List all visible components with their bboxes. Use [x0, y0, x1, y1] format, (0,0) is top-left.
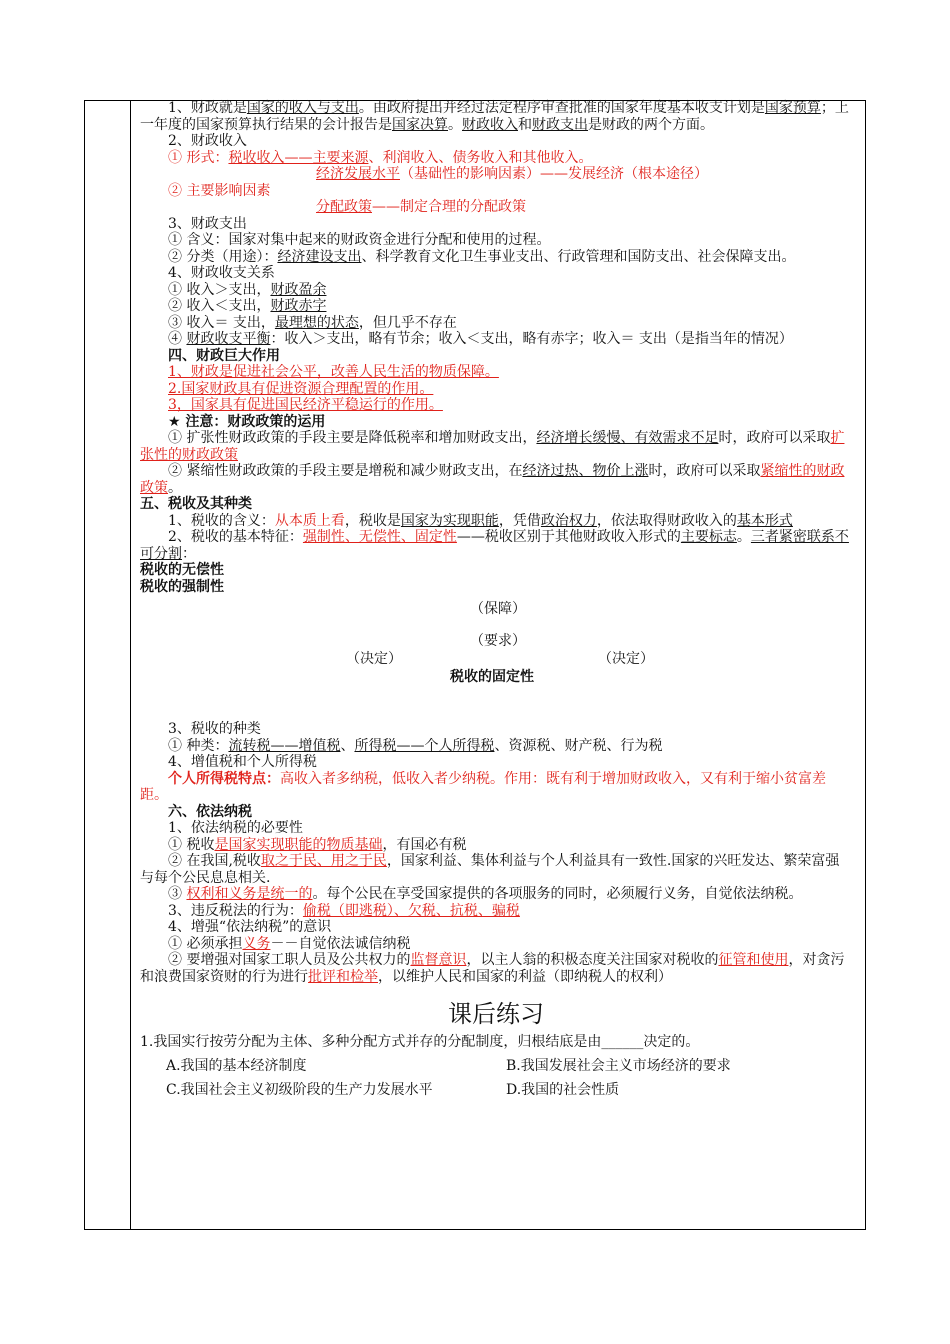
balance-line: [140, 315, 852, 332]
text: ，依法取得财政收入的: [596, 512, 737, 529]
text: ① 税收: [168, 836, 215, 853]
text: ，对贪污和浪费国家资财的行为进行: [140, 952, 845, 985]
text: 时，政府可以采取: [648, 463, 761, 479]
necessity-item: [140, 853, 852, 886]
text: ：: [182, 545, 196, 562]
text: ——制定合理的分配政策: [372, 199, 526, 215]
section-heading: 四、财政巨大作用: [168, 347, 280, 364]
text: ① 扩张性财政政策的手段主要是降低税率和增加财政支出，: [168, 430, 537, 446]
text: ，但几乎不存在: [358, 314, 457, 331]
underlined-term: 财政赤字: [270, 298, 327, 314]
highlight-term: 是国家实现职能的物质基础: [214, 836, 383, 853]
underlined-term: 政治权力: [540, 512, 597, 529]
expenditure-categories: [140, 249, 852, 266]
highlight-term: 义务: [242, 935, 271, 952]
exercise-title: 课后练习: [448, 1000, 544, 1028]
diagram-decide-left-label: （决定）: [346, 651, 402, 667]
text: （基础性的影响因素）——发展经济（根本途径）: [400, 166, 708, 182]
underlined-term: 国家的收入与支出: [246, 100, 359, 116]
highlight-term: 扩张性的财政政策: [140, 430, 845, 463]
text: 和: [518, 116, 532, 133]
factor-economic: [140, 166, 852, 183]
text: ① 种类：: [168, 737, 229, 754]
income-tax-features: [140, 771, 852, 804]
text: ，有国必有税: [382, 836, 467, 853]
diagram-require-label: （要求）: [470, 633, 526, 649]
text: ，凭借: [498, 512, 541, 529]
diagram-fixed-label: 税收的固定性: [450, 669, 534, 685]
section-heading: ★ 注意：财政政策的运用: [168, 413, 326, 430]
factor-distribution: [140, 199, 852, 216]
diagram-free-label: 税收的无偿性: [140, 562, 224, 578]
underlined-term: 基本形式: [736, 512, 793, 529]
subsection-heading: 4、增强“依法纳税”的意识: [168, 919, 332, 935]
highlight-term: 偷税（即逃税）、欠税、抗税、骗税: [302, 902, 520, 919]
text: －－自觉依法诚信纳税: [270, 935, 411, 952]
text: 。: [736, 529, 751, 545]
contractionary-policy: [140, 463, 852, 496]
underlined-term: 财政收支平衡: [186, 331, 271, 347]
text: 、: [340, 737, 355, 754]
highlight-term: 批评和检举: [308, 968, 378, 985]
text: 。每个公民在享受国家提供的各项服务的同时，必须履行义务，自觉依法纳税。: [312, 886, 803, 902]
highlight-term: 紧缩性的财政政策: [140, 463, 845, 496]
section-heading: 3、财政支出: [168, 215, 247, 232]
text: ② 收入＜支出，: [168, 298, 271, 314]
tax-kinds: [140, 738, 852, 755]
text: ，国家利益、集体利益与个人利益具有一致性.国家的兴旺发达、繁荣富强与每个公民息息相关.: [140, 853, 840, 886]
text: 。: [448, 116, 462, 133]
section-heading: 五、税收及其种类: [140, 496, 252, 512]
highlight-term: 从本质上看: [274, 512, 345, 529]
section-heading: 3、税收的种类: [168, 721, 261, 737]
text: 高收入者多纳税，低收入者少纳税。作用：既有利于增加财政收入，又有利于缩小贫富差距。: [140, 770, 826, 803]
text: 。由政府提出并经过法定程序审查批准的国家年度基本收支计划是: [358, 100, 765, 116]
text: ② 紧缩性财政政策的手段主要是增税和减少财政支出，在: [168, 463, 523, 479]
underlined-term: 分配政策: [316, 199, 372, 215]
underlined-term: 财政盈余: [270, 281, 327, 298]
underlined-term: 经济发展水平: [316, 166, 400, 182]
text: ，以维护人民和国家的利益（即纳税人的权利）: [378, 968, 672, 985]
section-heading: 4、增值税和个人所得税: [168, 754, 317, 770]
awareness-item: [140, 952, 852, 985]
role-item: 1、财政是促进社会公平，改善人民生活的物质保障。: [168, 364, 499, 380]
finance-definition: [140, 100, 852, 133]
expenditure-meaning: ① 含义：国家对集中起来的财政资金进行分配和使用的过程。: [168, 232, 551, 248]
text: ① 收入＞支出，: [168, 281, 271, 298]
options-row: [140, 1057, 852, 1075]
underlined-term: 国家为实现职能: [400, 512, 499, 529]
awareness-item: [140, 936, 852, 953]
revenue-form: [140, 150, 852, 167]
text: 1、税收的含义：: [168, 512, 275, 529]
diagram-guarantee-label: （保障）: [470, 601, 526, 617]
tax-features: [140, 529, 852, 562]
highlight-term: 取之于民、用之于民: [260, 853, 387, 869]
underlined-term: 经济增长缓慢、有效需求不足: [536, 430, 719, 446]
text: 。: [168, 479, 182, 496]
text: 1、财政就是: [168, 100, 247, 116]
necessity-item: [140, 886, 852, 903]
text: 、科学教育文化卫生事业支出、行政管理和国防支出、社会保障支出。: [361, 248, 796, 265]
text: 3、违反税法的行为：: [168, 902, 303, 919]
options-row: [140, 1081, 852, 1099]
text: ① 必须承担: [168, 935, 243, 952]
balance-line: [140, 282, 852, 299]
highlight-term: 权利和义务是统一的: [186, 886, 313, 902]
option-d: D.我国的社会性质: [506, 1082, 620, 1098]
section-heading: 六、依法纳税: [168, 803, 252, 820]
text: 、利润收入、债务收入和其他收入。: [368, 149, 593, 166]
highlight-term: 强制性、无偿性、固定性: [302, 529, 457, 545]
underlined-term: 流转税——增值税: [228, 737, 341, 754]
underlined-term: 国家预算: [764, 100, 821, 116]
text: ——税收区别于其他财政收入形式的: [456, 529, 681, 545]
text: ② 在我国,税收: [168, 853, 261, 869]
text: ③: [168, 886, 187, 902]
underlined-term: 三者紧密联系不可分割: [140, 529, 849, 562]
section-heading: 4、财政收支关系: [168, 265, 275, 281]
text: 是财政的两个方面。: [588, 116, 714, 133]
text: ④: [168, 331, 187, 347]
text: ，以主人翁的积极态度关注国家对税收的: [466, 952, 719, 968]
section-heading: 2、财政收入: [168, 133, 247, 149]
text: ① 形式：: [168, 149, 229, 166]
option-a: A.我国的基本经济制度: [166, 1058, 307, 1074]
text: ；上一年度的国家预算执行结果的会计报告是: [140, 100, 849, 133]
text: ② 分类（用途）：: [168, 248, 278, 265]
text: ③ 收入＝ 支出，: [168, 314, 275, 331]
expansionary-policy: [140, 430, 852, 463]
underlined-term: 财政支出: [532, 116, 588, 133]
necessity-item: [140, 837, 852, 854]
diagram-force-label: 税收的强制性: [140, 578, 224, 595]
underlined-term: 税收收入——主要来源: [228, 149, 369, 166]
underlined-term: 财政收入: [462, 116, 518, 133]
underlined-term: 经济过热、物价上涨: [522, 463, 649, 479]
option-b: B.我国发展社会主义市场经济的要求: [506, 1058, 731, 1074]
role-item: 3，国家具有促进国民经济平稳运行的作用。: [168, 397, 443, 413]
option-c: C.我国社会主义初级阶段的生产力发展水平: [166, 1082, 433, 1098]
text: ，税收是: [344, 512, 401, 529]
tax-feature-diagram: [140, 595, 852, 721]
underlined-term: 国家决算: [392, 116, 448, 133]
subsection-heading: 1、依法纳税的必要性: [168, 820, 303, 836]
underlined-term: 所得税——个人所得税: [354, 737, 495, 754]
balance-line: [140, 298, 852, 315]
text: 时，政府可以采取: [718, 430, 831, 446]
highlight-term: 监督意识: [410, 952, 467, 968]
underlined-term: 主要标志: [680, 529, 737, 545]
text: 2、税收的基本特征：: [168, 529, 303, 545]
violations: [140, 903, 852, 920]
text: 、资源税、财产税、行为税: [494, 737, 663, 754]
underlined-term: 最理想的状态: [274, 314, 359, 331]
text: ② 要增强对国家工职人员及公共权力的: [168, 952, 411, 968]
label: 个人所得税特点：: [168, 770, 280, 787]
document-content: [140, 100, 852, 1099]
highlight-term: 征管和使用: [718, 952, 789, 968]
tax-meaning: [140, 513, 852, 530]
underlined-term: 经济建设支出: [277, 248, 362, 265]
diagram-decide-right-label: （决定）: [598, 651, 654, 667]
question-1: 1.我国实行按劳分配为主体、多种分配方式并存的分配制度，归根结底是由______决定的。: [140, 1034, 700, 1050]
balance-line: [140, 331, 852, 348]
factor-label: ② 主要影响因素: [168, 182, 271, 199]
column-divider: [130, 100, 131, 1230]
role-item: 2.国家财政具有促进资源合理配置的作用。: [168, 380, 434, 397]
text: ：收入＞支出，略有节余；收入＜支出，略有赤字；收入＝ 支出（是指当年的情况）: [270, 331, 793, 347]
